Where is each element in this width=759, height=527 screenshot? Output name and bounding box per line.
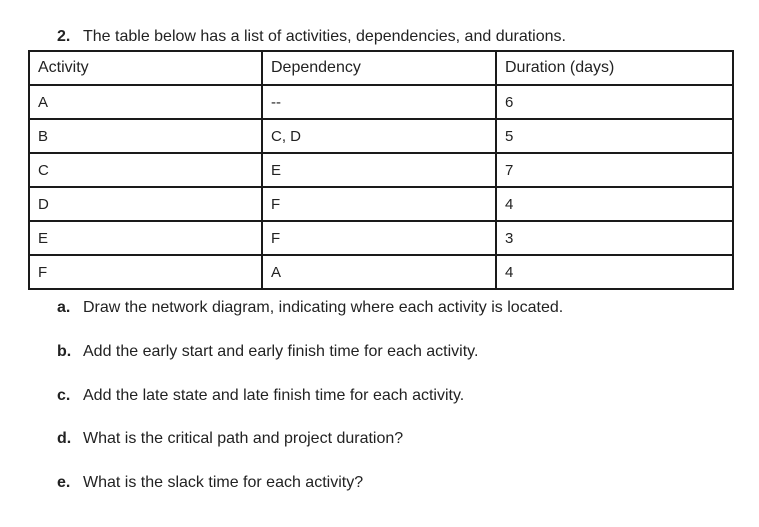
cell-activity: D: [29, 187, 262, 221]
sub-question-text: Draw the network diagram, indicating where each activity is located.: [83, 299, 564, 316]
cell-duration: 5: [496, 119, 733, 153]
cell-activity: E: [29, 221, 262, 255]
question-text: The table below has a list of activities, dependencies, and durations.: [83, 28, 566, 45]
sub-question-letter: d.: [57, 430, 72, 447]
activity-table: [28, 50, 734, 290]
sub-question-letter: b.: [57, 343, 72, 360]
cell-duration: 7: [496, 153, 733, 187]
cell-duration: 4: [496, 187, 733, 221]
cell-duration: 6: [496, 85, 733, 119]
sub-question-letter: a.: [57, 299, 71, 316]
table-header-row: [29, 51, 733, 85]
sub-question-text: What is the slack time for each activity?: [83, 474, 364, 491]
cell-activity: F: [29, 255, 262, 289]
cell-dependency: A: [262, 255, 496, 289]
table-row: [29, 221, 733, 255]
cell-activity: A: [29, 85, 262, 119]
sub-question-b: [57, 342, 478, 362]
table-row: [29, 153, 733, 187]
sub-question-letter: e.: [57, 474, 71, 491]
question-number: 2.: [57, 28, 71, 45]
cell-dependency: C, D: [262, 119, 496, 153]
question-heading: [57, 27, 566, 47]
cell-dependency: E: [262, 153, 496, 187]
cell-dependency: F: [262, 221, 496, 255]
column-header-dependency: Dependency: [262, 51, 496, 85]
cell-activity: B: [29, 119, 262, 153]
table-row: [29, 255, 733, 289]
sub-question-text: Add the early start and early finish time for each activity.: [83, 343, 479, 360]
cell-activity: C: [29, 153, 262, 187]
sub-question-letter: c.: [57, 387, 71, 404]
sub-question-e: [57, 473, 363, 493]
cell-dependency: --: [262, 85, 496, 119]
cell-dependency: F: [262, 187, 496, 221]
column-header-duration: Duration (days): [496, 51, 733, 85]
table-row: [29, 187, 733, 221]
sub-question-text: What is the critical path and project duration?: [83, 430, 404, 447]
sub-question-a: [57, 298, 563, 318]
sub-question-text: Add the late state and late finish time for each activity.: [83, 387, 465, 404]
sub-question-d: [57, 429, 403, 449]
cell-duration: 4: [496, 255, 733, 289]
table-row: [29, 119, 733, 153]
column-header-activity: Activity: [29, 51, 262, 85]
table-row: [29, 85, 733, 119]
sub-question-c: [57, 386, 464, 406]
cell-duration: 3: [496, 221, 733, 255]
